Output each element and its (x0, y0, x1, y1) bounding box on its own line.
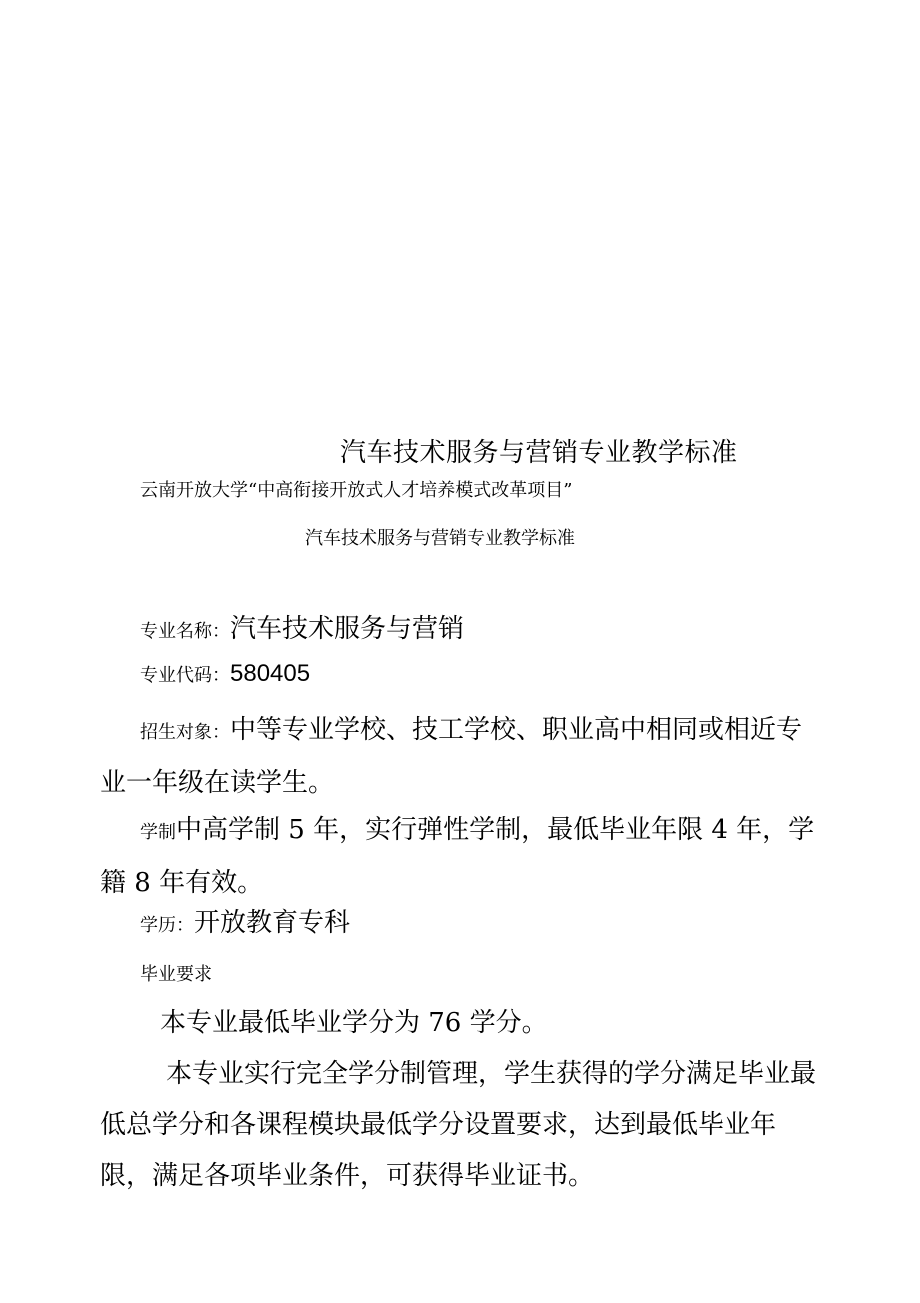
education-level-value: 开放教育专科 (194, 908, 351, 938)
field-major-code (140, 660, 310, 688)
paragraph-credit-system (100, 1049, 820, 1202)
document-subtitle-standard: 汽车技术服务与营销专业教学标准 (305, 528, 575, 549)
enrollment-target-value: 中等专业学校、技工学校、职业高中相同或相近专业一年级在读学生。 (100, 715, 803, 798)
major-name-label: 专业名称： (140, 621, 230, 642)
enrollment-target-label: 招生对象： (140, 722, 230, 743)
field-education-level (140, 902, 350, 939)
field-study-system (100, 805, 820, 911)
field-major-name (140, 608, 464, 645)
document-title: 汽车技术服务与营销专业教学标准 (340, 438, 738, 468)
credit-system-text: 本专业实行完全学分制管理，学生获得的学分满足毕业最低总学分和各课程模块最低学分设置要求，达到最低毕业年限，满足各项毕业条件，可获得毕业证书。 (100, 1059, 817, 1191)
field-enrollment-target (100, 705, 820, 811)
study-system-label: 学制 (140, 822, 176, 843)
study-system-value: 中高学制 5 年，实行弹性学制，最低毕业年限 4 年，学籍 8 年有效。 (100, 815, 815, 898)
paragraph-min-credits: 本专业最低毕业学分为 76 学分。 (160, 1008, 548, 1038)
document-subtitle: 云南开放大学“中高衔接开放式人才培养模式改革项目” (140, 480, 573, 501)
graduation-requirements-heading: 毕业要求 (140, 964, 212, 985)
major-code-value: 580405 (230, 660, 311, 687)
major-code-label: 专业代码： (140, 665, 230, 686)
major-name-value: 汽车技术服务与营销 (230, 614, 465, 644)
education-level-label: 学历： (140, 915, 194, 936)
